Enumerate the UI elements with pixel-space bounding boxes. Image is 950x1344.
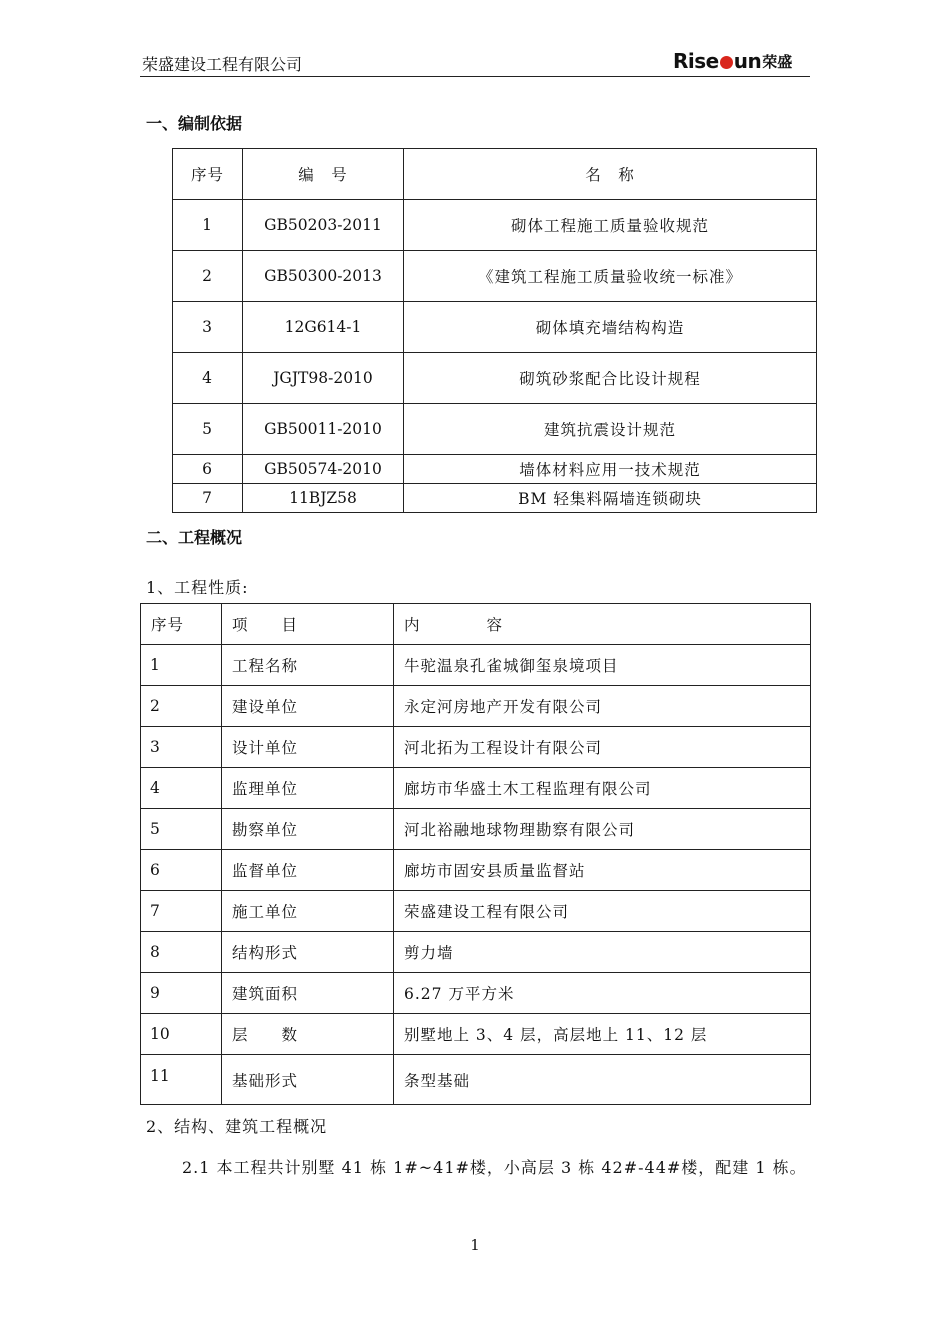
logo-latin-pre: Rise [673,49,719,73]
col-header-content: 内 容 [394,604,811,645]
body-paragraph: 2.1 本工程共计别墅 41 栋 1#~41#楼，小高层 3 栋 42#-44#楼，配建 1 栋。 [182,1158,807,1177]
cell-code: 11BJZ58 [243,484,404,513]
cell-code: GB50011-2010 [243,404,404,455]
table-row [141,809,811,850]
cell-index: 7 [141,891,222,932]
cell-item: 监督单位 [222,850,394,891]
cell-content: 牛驼温泉孔雀城御玺泉境项目 [394,645,811,686]
cell-item: 监理单位 [222,768,394,809]
cell-index: 4 [173,353,243,404]
cell-name: BM 轻集料隔墙连锁砌块 [404,484,817,513]
table-row [173,484,817,513]
table-row [141,727,811,768]
page-number: 1 [470,1236,480,1254]
table-row [173,353,817,404]
cell-name: 砌体填充墙结构构造 [404,302,817,353]
cell-name: 《建筑工程施工质量验收统一标准》 [404,251,817,302]
col-header-code: 编 号 [243,149,404,200]
cell-index: 11 [141,1055,222,1105]
subsection-structure-overview: 2、结构、建筑工程概况 [146,1117,328,1136]
cell-code: GB50203-2011 [243,200,404,251]
table-row [141,932,811,973]
col-header-index: 序号 [173,149,243,200]
section2-title: 二、工程概况 [146,528,243,547]
cell-content: 别墅地上 3、4 层，高层地上 11、12 层 [394,1014,811,1055]
col-header-name: 名 称 [404,149,817,200]
project-overview-table [140,603,811,1105]
table-row [141,1014,811,1055]
cell-name: 建筑抗震设计规范 [404,404,817,455]
cell-item: 基础形式 [222,1055,394,1105]
cell-code: GB50574-2010 [243,455,404,484]
risesun-logo [673,48,792,74]
cell-item: 勘察单位 [222,809,394,850]
table-row [141,645,811,686]
logo-latin-post: un [733,49,762,73]
table-row [173,302,817,353]
cell-index: 9 [141,973,222,1014]
cell-content: 廊坊市华盛土木工程监理有限公司 [394,768,811,809]
cell-item: 建筑面积 [222,973,394,1014]
cell-index: 1 [141,645,222,686]
cell-name: 墙体材料应用一技术规范 [404,455,817,484]
cell-index: 3 [173,302,243,353]
cell-item: 工程名称 [222,645,394,686]
cell-index: 10 [141,1014,222,1055]
cell-index: 3 [141,727,222,768]
logo-cn: 荣盛 [762,52,793,71]
references-table [172,148,817,513]
cell-item: 设计单位 [222,727,394,768]
table-row [141,850,811,891]
cell-index: 1 [173,200,243,251]
cell-item: 施工单位 [222,891,394,932]
col-header-index: 序号 [141,604,222,645]
cell-content: 6.27 万平方米 [394,973,811,1014]
cell-code: GB50300-2013 [243,251,404,302]
cell-item: 结构形式 [222,932,394,973]
cell-index: 8 [141,932,222,973]
cell-index: 5 [141,809,222,850]
table-header-row [173,149,817,200]
table-row [173,455,817,484]
subsection-project-nature: 1、工程性质: [146,578,249,597]
cell-index: 5 [173,404,243,455]
cell-content: 河北裕融地球物理勘察有限公司 [394,809,811,850]
cell-code: 12G614-1 [243,302,404,353]
cell-content: 廊坊市固安县质量监督站 [394,850,811,891]
table-row [173,200,817,251]
logo-sun-icon [720,56,733,69]
cell-content: 河北拓为工程设计有限公司 [394,727,811,768]
header-company-name: 荣盛建设工程有限公司 [142,55,303,74]
cell-item: 建设单位 [222,686,394,727]
cell-index: 7 [173,484,243,513]
table-row [173,404,817,455]
cell-content: 剪力墙 [394,932,811,973]
cell-content: 永定河房地产开发有限公司 [394,686,811,727]
cell-index: 4 [141,768,222,809]
header-divider [140,76,810,77]
col-header-item: 项 目 [222,604,394,645]
table-row [173,251,817,302]
table-row [141,973,811,1014]
cell-index: 6 [173,455,243,484]
cell-item: 层 数 [222,1014,394,1055]
table-header-row [141,604,811,645]
cell-index: 2 [141,686,222,727]
cell-index: 6 [141,850,222,891]
table-row [141,1055,811,1105]
section1-title: 一、编制依据 [146,114,243,133]
cell-name: 砌筑砂浆配合比设计规程 [404,353,817,404]
table-row [141,891,811,932]
table-row [141,686,811,727]
cell-name: 砌体工程施工质量验收规范 [404,200,817,251]
cell-content: 条型基础 [394,1055,811,1105]
cell-content: 荣盛建设工程有限公司 [394,891,811,932]
cell-code: JGJT98-2010 [243,353,404,404]
cell-index: 2 [173,251,243,302]
table-row [141,768,811,809]
